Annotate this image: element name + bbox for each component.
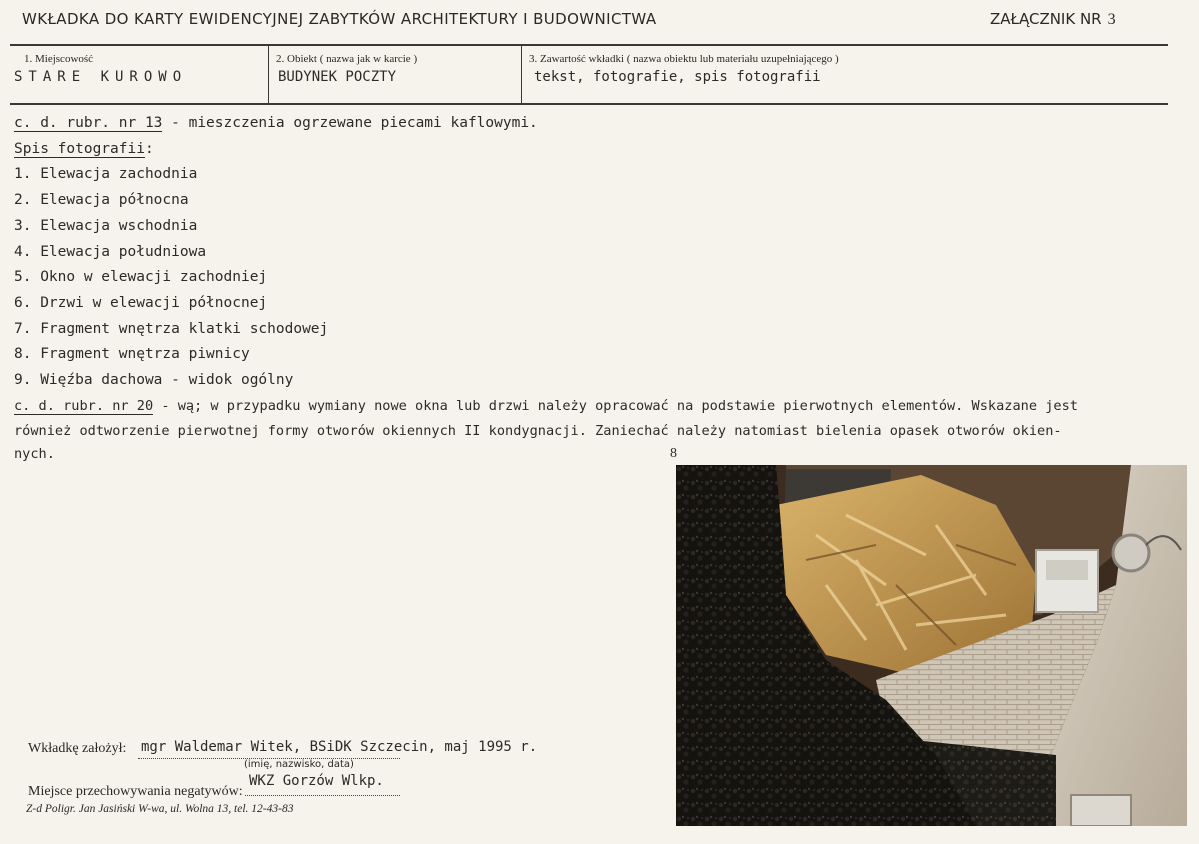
continuation-rubric-13 [14,115,538,131]
negatives-dotted-line [245,795,400,796]
rubric-20-continuation: nych. [14,446,55,462]
document-title: WKŁADKA DO KARTY EWIDENCYJNEJ ZABYTKÓW ARCHITEKTURY I BUDOWNICTWA [22,10,657,28]
locality-value: STARE KUROWO [14,69,188,85]
basement-photo-image [676,465,1187,826]
rubric-20-continuation: również odtworzenie pierwotnej formy otworów okiennych II kondygnacji. Zaniechać należy natomiast bielenia opasek otworów okien- [14,423,1062,439]
photo-list-item: 7. Fragment wnętrza klatki schodowej [14,321,329,337]
rubric-20-text: - wą; w przypadku wymiany nowe okna lub drzwi należy opracować na podstawie pierwotnych elementów. Wskazane jest [153,398,1078,414]
contents-value: tekst, fotografie, spis fotografii [534,69,821,85]
founder-label: Wkładkę założył: [28,741,127,756]
header-top-rule [10,44,1168,46]
negatives-value: WKZ Gorzów Wlkp. [249,773,384,789]
rubric-13-text: - mieszczenia ogrzewane piecami kaflowymi. [162,115,538,131]
photo-list-item: 6. Drzwi w elewacji północnej [14,295,268,311]
locality-label: 1. Miejscowość [24,53,94,65]
field-divider [521,46,522,103]
attachment-number: 3 [1107,11,1116,28]
negatives-label: Miejsce przechowywania negatywów: [28,784,243,799]
photo-number-mark: 8 [670,446,677,461]
field-divider [268,46,269,103]
photo-list-item: 9. Więźba dachowa - widok ogólny [14,372,294,388]
attachment-label-text: ZAŁĄCZNIK NR [990,10,1102,28]
continuation-rubric-20 [14,398,1078,414]
contents-label: 3. Zawartość wkładki ( nazwa obiektu lub materiału uzupełniającego ) [529,53,839,65]
header-bottom-rule [10,103,1168,105]
basement-photo [676,465,1187,826]
photo-list-item: 4. Elewacja południowa [14,244,207,260]
rubric-13-ref: c. d. rubr. nr 13 [14,115,163,131]
photo-list-item: 1. Elewacja zachodnia [14,166,198,182]
photo-list-item: 8. Fragment wnętrza piwnicy [14,346,250,362]
object-value: BUDYNEK POCZTY [278,69,397,85]
photo-list-item: 2. Elewacja północna [14,192,189,208]
attachment-label [990,10,1116,29]
photo-list-item: 3. Elewacja wschodnia [14,218,198,234]
photo-list-heading-colon: : [144,141,154,157]
printer-imprint: Z-d Poligr. Jan Jasiński W-wa, ul. Wolna 13, tel. 12-43-83 [26,803,294,815]
photo-list-heading [14,141,154,157]
object-label: 2. Obiekt ( nazwa jak w karcie ) [276,53,418,65]
founder-value: mgr Waldemar Witek, BSiDK Szczecin, maj 1995 r. [141,739,538,755]
rubric-20-ref: c. d. rubr. nr 20 [14,398,154,414]
photo-list-heading-text: Spis fotografii [14,141,145,157]
photo-list-item: 5. Okno w elewacji zachodniej [14,269,268,285]
founder-hint: (imię, nazwisko, data) [244,759,354,770]
